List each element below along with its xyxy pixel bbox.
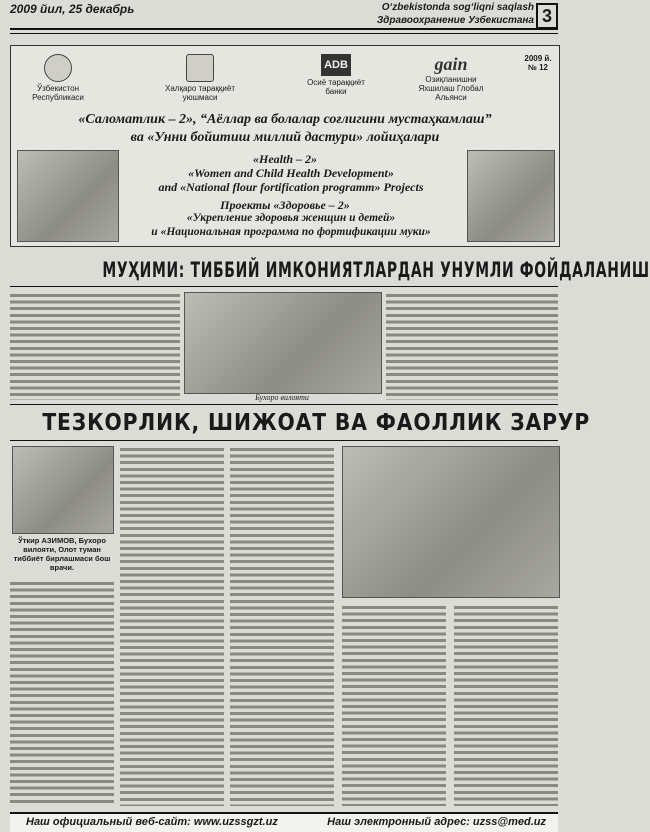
ida-logo: Халқаро тараққиёт уюшмаси <box>161 54 239 102</box>
page-number: 3 <box>536 3 558 29</box>
banner-title-ru-2: «Укрепление здоровья женщин и детей» <box>186 212 396 224</box>
banner-title-en-2: «Women and Child Health Development» <box>188 166 394 180</box>
banner-title-uz-2: ва «Унни бойитиш миллий дастури» лойиҳалари <box>130 130 440 145</box>
project-banner <box>10 45 560 247</box>
portrait-photo <box>12 446 114 534</box>
section1-text-left <box>10 292 180 400</box>
banner-title-ru-1: Проекты «Здоровье – 2» <box>220 198 350 212</box>
section2-headline: ТЕЗКОРЛИК, ШИЖОАТ ВА ФАОЛЛИК ЗАРУР <box>42 410 591 436</box>
banner-title-en-3: and «National flour fortification programm» Projects <box>158 180 424 194</box>
issue-date: 2009 йил, 25 декабрь <box>10 2 135 16</box>
section2-text-col1 <box>10 580 114 806</box>
footer-bar <box>10 812 558 832</box>
portrait-caption: Ўткир АЗИМОВ, Бухоро вилояти, Олот туман тиббиёт бирлашмаси бош врачи. <box>13 536 111 572</box>
issue-stamp: 2009 й. № 12 <box>524 54 552 72</box>
footer-email[interactable]: Наш электронный адрес: uzss@med.uz <box>327 816 546 828</box>
adb-logo: ADB Осиё тараққиёт банки <box>301 54 371 96</box>
uzbekistan-emblem-logo: Ўзбекистон Республикаси <box>19 54 97 102</box>
section2-text-col5 <box>454 604 558 806</box>
section2-text-col3 <box>230 446 334 806</box>
section1-text-right <box>386 292 558 400</box>
section2-rule <box>10 440 558 441</box>
section2-rule-top <box>10 404 558 405</box>
section1-rule <box>10 286 558 287</box>
newspaper-title-uz: O‘zbekistonda sog‘liqni saqlash <box>381 2 534 13</box>
section2-text-col2 <box>120 446 224 806</box>
footer-website[interactable]: Наш официальный веб-сайт: www.uzssgzt.uz <box>26 816 278 828</box>
header-rule-thin <box>10 33 558 34</box>
newspaper-title-ru: Здравоохранение Узбекистана <box>376 15 534 26</box>
banner-title-uz-1: «Саломатлик – 2», “Аёллар ва болалар соғлигини мустаҳкамлаш” <box>78 112 492 127</box>
gain-logo: gain Озиқланишни Яхшилаш Глобал Альянси <box>418 54 484 102</box>
section2-photo-child-patient <box>342 446 560 598</box>
section2-text-col4 <box>342 604 446 806</box>
section1-photo-bakery <box>184 292 382 394</box>
banner-title-en-1: «Health – 2» <box>252 152 317 166</box>
section1-headline: МУҲИМИ: ТИББИЙ ИМКОНИЯТЛАРДАН УНУМЛИ ФОЙДАЛАНИШ <box>102 258 650 282</box>
section1-photo-caption: Бухоро вилояти <box>255 393 309 402</box>
header-rule <box>10 28 558 30</box>
banner-title-ru-3: и «Национальная программа по фортификации муки» <box>151 226 431 238</box>
